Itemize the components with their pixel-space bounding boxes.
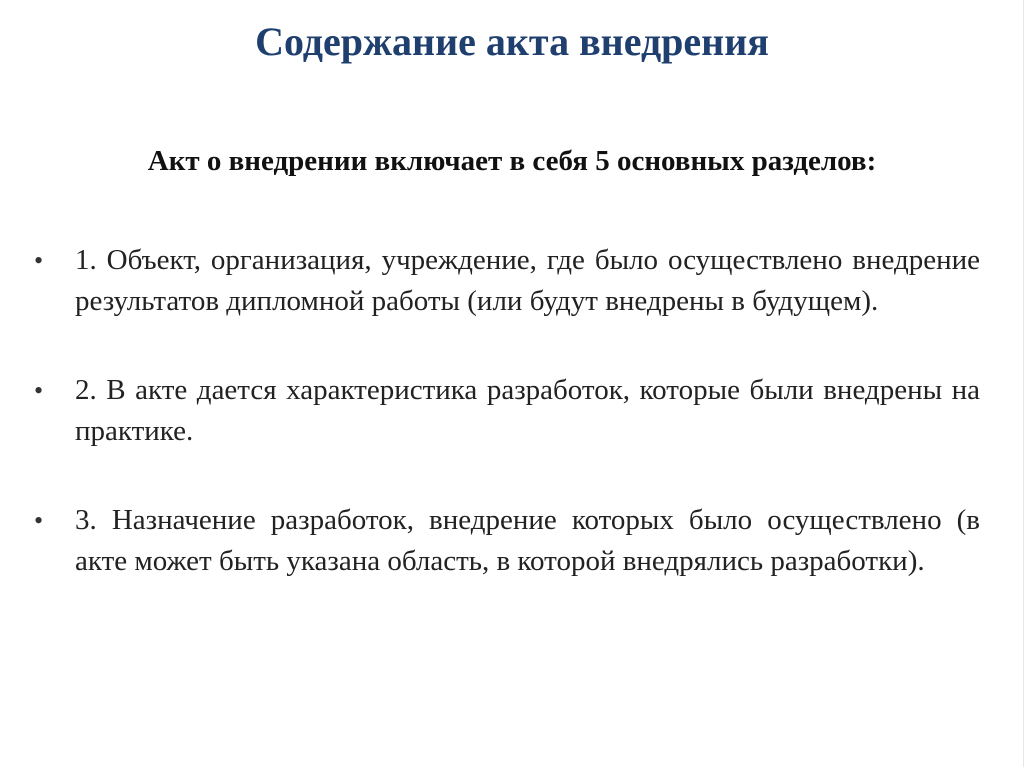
bullet-item-3 <box>34 500 980 582</box>
bullet-marker: • <box>34 376 44 405</box>
bullet-item-1-text: 1. Объект, организация, учреждение, где было осуществлено внедрение результатов дипломной работы (или будут внедрены в будущем). <box>75 244 980 317</box>
slide-subtitle: Акт о внедрении включает в себя 5 основных разделов: <box>147 145 877 177</box>
bullet-item-3-text: 3. Назначение разработок, внедрение которых было осуществлено (в акте может быть указана область, в которой внедрялись разработки). <box>75 504 980 577</box>
bullet-item-1 <box>34 240 980 322</box>
bullet-marker: • <box>34 506 44 535</box>
bullet-item-2 <box>34 370 980 452</box>
bullet-item-2-text: 2. В акте дается характеристика разработок, которые были внедрены на практике. <box>75 374 980 447</box>
slide-title: Содержание акта внедрения <box>255 19 769 64</box>
bullet-list <box>34 240 980 630</box>
bullet-marker: • <box>34 246 44 275</box>
